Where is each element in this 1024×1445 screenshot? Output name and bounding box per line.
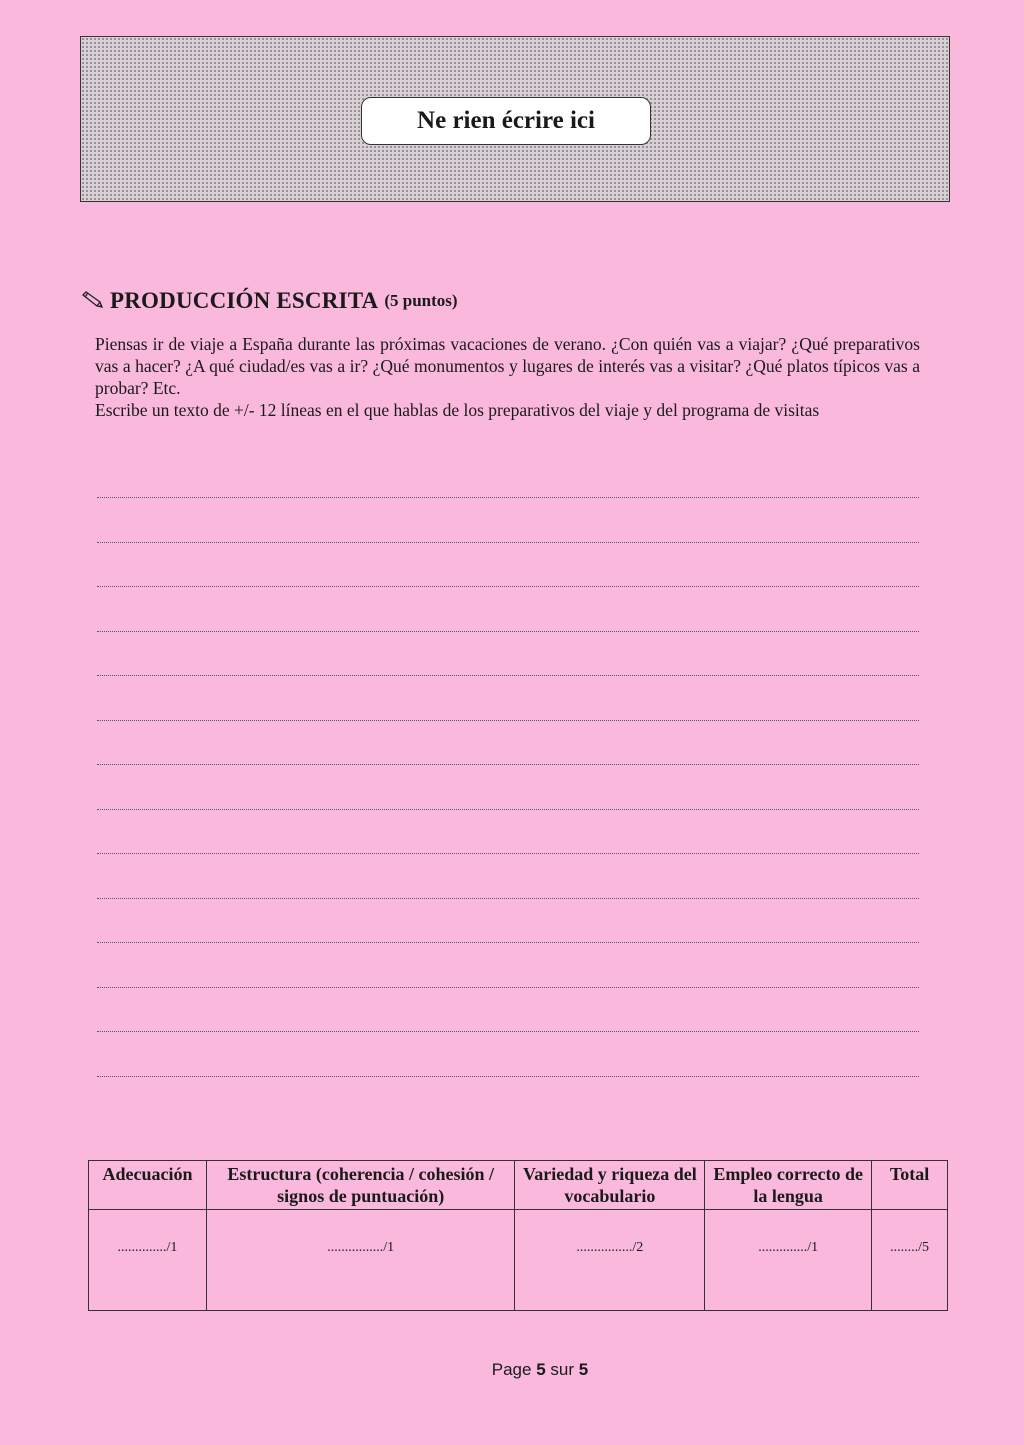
section-title: [80, 286, 458, 316]
header-empleo: Empleo correcto de la lengua: [705, 1161, 872, 1210]
answer-line[interactable]: [97, 1031, 919, 1032]
instructions-paragraph-2: Escribe un texto de +/- 12 líneas en el que hablas de los preparativos del viaje y del programa de visitas: [95, 400, 820, 420]
score-total: ......../5: [872, 1210, 948, 1311]
footer-total-pages: 5: [578, 1360, 589, 1379]
answer-line[interactable]: [97, 809, 919, 810]
instructions: [95, 333, 920, 421]
grading-table: [88, 1160, 948, 1311]
instructions-paragraph-1: Piensas ir de viaje a España durante las próximas vacaciones de verano. ¿Con quién vas a viajar? ¿Qué preparativos vas a hacer? ¿A qué ciudad/es vas a ir? ¿Qué monumentos y lugares de interés vas a visitar? ¿Qué platos típicos vas a probar? Etc.: [95, 334, 920, 398]
grading-header-row: [89, 1161, 948, 1210]
answer-line[interactable]: [97, 542, 919, 543]
no-write-label: Ne rien écrire ici: [361, 97, 651, 145]
grading-score-row: [89, 1210, 948, 1311]
footer-of-word: sur: [550, 1360, 575, 1379]
score-estructura: ................/1: [206, 1210, 515, 1311]
footer-page-word: Page: [491, 1360, 532, 1379]
answer-line[interactable]: [97, 764, 919, 765]
pencil-icon: [80, 291, 106, 311]
answer-line[interactable]: [97, 987, 919, 988]
answer-line[interactable]: [97, 898, 919, 899]
section-title-text: PRODUCCIÓN ESCRITA: [110, 288, 379, 313]
score-adecuacion: ............../1: [89, 1210, 207, 1311]
header-estructura: Estructura (coherencia / cohesión / signos de puntuación): [206, 1161, 515, 1210]
score-variedad: ................/2: [515, 1210, 705, 1311]
answer-line[interactable]: [97, 1076, 919, 1077]
page-footer: [0, 1360, 1024, 1380]
header-adecuacion: Adecuación: [89, 1161, 207, 1210]
header-total: Total: [872, 1161, 948, 1210]
section-points: (5 puntos): [384, 291, 458, 310]
answer-line[interactable]: [97, 586, 919, 587]
answer-line[interactable]: [97, 675, 919, 676]
footer-current-page: 5: [536, 1360, 546, 1379]
answer-line[interactable]: [97, 631, 919, 632]
header-variedad: Variedad y riqueza del vocabulario: [515, 1161, 705, 1210]
answer-line[interactable]: [97, 720, 919, 721]
answer-line[interactable]: [97, 942, 919, 943]
no-write-zone: [80, 36, 950, 202]
answer-line[interactable]: [97, 497, 919, 498]
score-empleo: ............../1: [705, 1210, 872, 1311]
answer-line[interactable]: [97, 853, 919, 854]
